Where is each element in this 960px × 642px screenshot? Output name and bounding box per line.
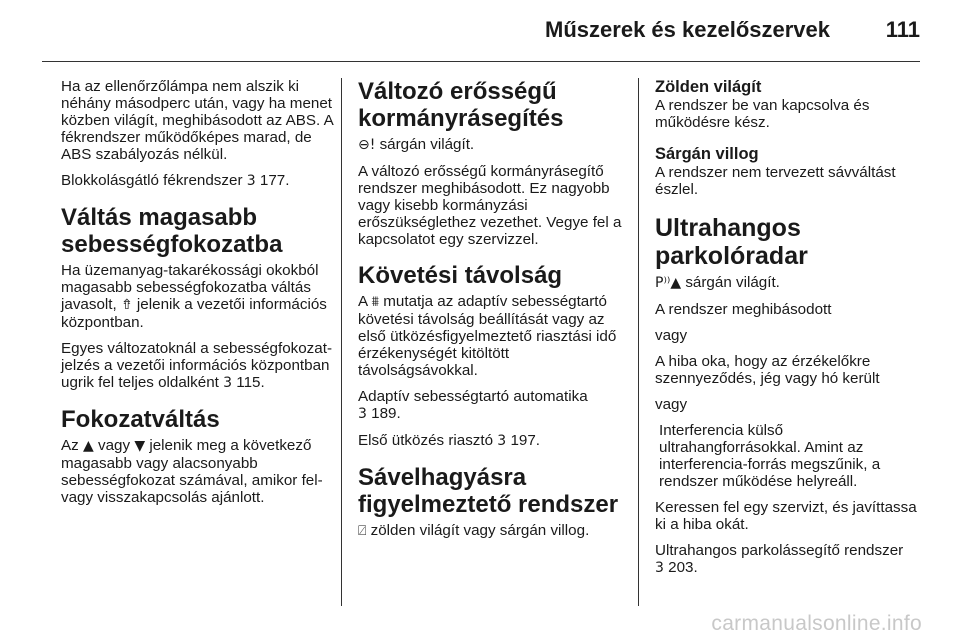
gear-text-a: Az [61, 437, 79, 454]
paragraph-abs-warning: Ha az ellenőrzőlámpa nem alszik ki néhány másodperc után, vagy ha menet közben világít, meghibásodott az ABS. A fékrendszer működőképes marad, de ABS szabályozás nélkül. [61, 78, 333, 163]
column-2 [358, 78, 628, 549]
heading-shift-up: Váltás magasabb sebességfokozatba [61, 204, 283, 258]
paragraph-yellow-flash: A rendszer nem tervezett sávváltást észlel. [655, 164, 896, 198]
column-3 [655, 78, 923, 586]
steering-warning-icon: ⊖! [358, 137, 376, 153]
column-1 [61, 78, 333, 515]
shift-text-tail: jelenik a vezetői információs központban. [61, 296, 327, 331]
paragraph-or-2: vagy [655, 396, 688, 413]
lane-departure-icon: ⍁ [358, 523, 367, 539]
page-header [0, 0, 960, 62]
steering-light-text: sárgán világít. [379, 136, 475, 153]
paragraph-following-distance [358, 293, 628, 379]
page-number: 111 [885, 17, 920, 42]
paragraph-gear-display [61, 340, 333, 392]
page-ref-link[interactable]: 197. [510, 432, 541, 449]
following-distance-icon: ⩩ [371, 294, 380, 310]
paragraph-acc-ref [358, 388, 628, 423]
heading-green-lit: Zölden világít [655, 78, 762, 96]
paragraph-gear-change [61, 437, 333, 506]
arrow-down-icon: ▼ [134, 438, 146, 454]
paragraph-steering-light [358, 136, 628, 154]
paragraph-interference: Interferencia külső ultrahangforrásokkal. Amint az interferencia-forrás megszűnik, a rendszer működése helyreáll. [659, 422, 881, 490]
page-ref-arrow-icon: 3 [223, 375, 233, 391]
header-divider [42, 61, 920, 62]
page-ref-link[interactable]: 115. [236, 374, 265, 391]
paragraph-park-dirt: A hiba oka, hogy az érzékelőkre szennyeződés, jég vagy hó került [655, 353, 880, 387]
paragraph-park-ref [655, 542, 923, 577]
ref-text: Adaptív sebességtartó automatika [358, 388, 588, 405]
column-divider-2 [638, 78, 639, 606]
paragraph-abs-ref [61, 172, 333, 190]
paragraph-park-fault: A rendszer meghibásodott [655, 301, 832, 318]
lane-text: zölden világít vagy sárgán villog. [370, 522, 590, 539]
gear-display-text: Egyes változatoknál a sebességfokozat-jelzés a vezetői információs központban ugrik fel teljes oldalként [61, 340, 333, 391]
shift-up-icon: ⇮ [120, 297, 133, 313]
page-ref-link[interactable]: 203. [668, 559, 698, 576]
page-ref-arrow-icon: 3 [655, 560, 664, 576]
paragraph-park-light [655, 274, 923, 292]
ref-text: Első ütközés riasztó [358, 432, 494, 449]
arrow-up-icon: ▲ [82, 438, 94, 454]
follow-text-a: A [358, 293, 368, 310]
paragraph-steering-fault: A változó erősségű kormányrásegítő rendszer meghibásodott. Ez nagyobb vagy kisebb kormányzási erőszükséglethez vezethet. Vegye fel a kapcsolatot egy szervizzel. [358, 163, 622, 248]
column-divider-1 [341, 78, 342, 606]
heading-gear-change: Fokozatváltás [61, 406, 220, 433]
page-ref-link[interactable]: 177. [259, 172, 290, 189]
paragraph-visit-service: Keressen fel egy szervizt, és javíttassa ki a hiba okát. [655, 499, 917, 533]
parking-assist-icon: P⁾⁾▲ [655, 275, 682, 291]
heading-yellow-flash: Sárgán villog [655, 145, 759, 163]
page-title: Műszerek és kezelőszervek [545, 17, 830, 42]
page-ref-link[interactable]: 189. [371, 405, 401, 422]
page-ref-arrow-icon: 3 [358, 406, 367, 422]
heading-parking-radar: Ultrahangos parkolóradar [655, 214, 808, 270]
paragraph-shift-up [61, 262, 333, 331]
ref-text: Ultrahangos parkolássegítő rendszer [655, 542, 904, 559]
paragraph-lane-departure [358, 522, 628, 540]
park-light-text: sárgán világít. [685, 274, 780, 291]
gear-text-c: jelenik meg a következő magasabb vagy alacsonyabb sebességfokozat számával, amikor fel- vagy visszakapcsolás ajánlott. [61, 437, 323, 506]
paragraph-fca-ref [358, 432, 628, 450]
follow-text-b: mutatja az adaptív sebességtartó követési távolság beállítását vagy az első ütközésfigyelmeztető riasztási idő érzékenységét kitöltött távolságsávokkal. [358, 293, 617, 379]
page-ref-arrow-icon: 3 [497, 433, 507, 449]
paragraph-green-lit: A rendszer be van kapcsolva és működésre kész. [655, 97, 870, 131]
ref-text: Blokkolásgátló fékrendszer [61, 172, 243, 189]
heading-steering: Változó erősségű kormányrásegítés [358, 78, 564, 132]
paragraph-or-1: vagy [655, 327, 688, 344]
gear-text-b: vagy [97, 437, 131, 454]
watermark: carmanualsonline.info [711, 612, 922, 635]
page-ref-arrow-icon: 3 [246, 173, 256, 189]
heading-following-distance: Követési távolság [358, 262, 563, 289]
shift-text: Ha üzemanyag-takarékossági okokból magasabb sebességfokozatba váltás javasolt, [61, 262, 319, 313]
heading-lane-departure: Sávelhagyásra figyelmeztető rendszer [358, 464, 619, 518]
